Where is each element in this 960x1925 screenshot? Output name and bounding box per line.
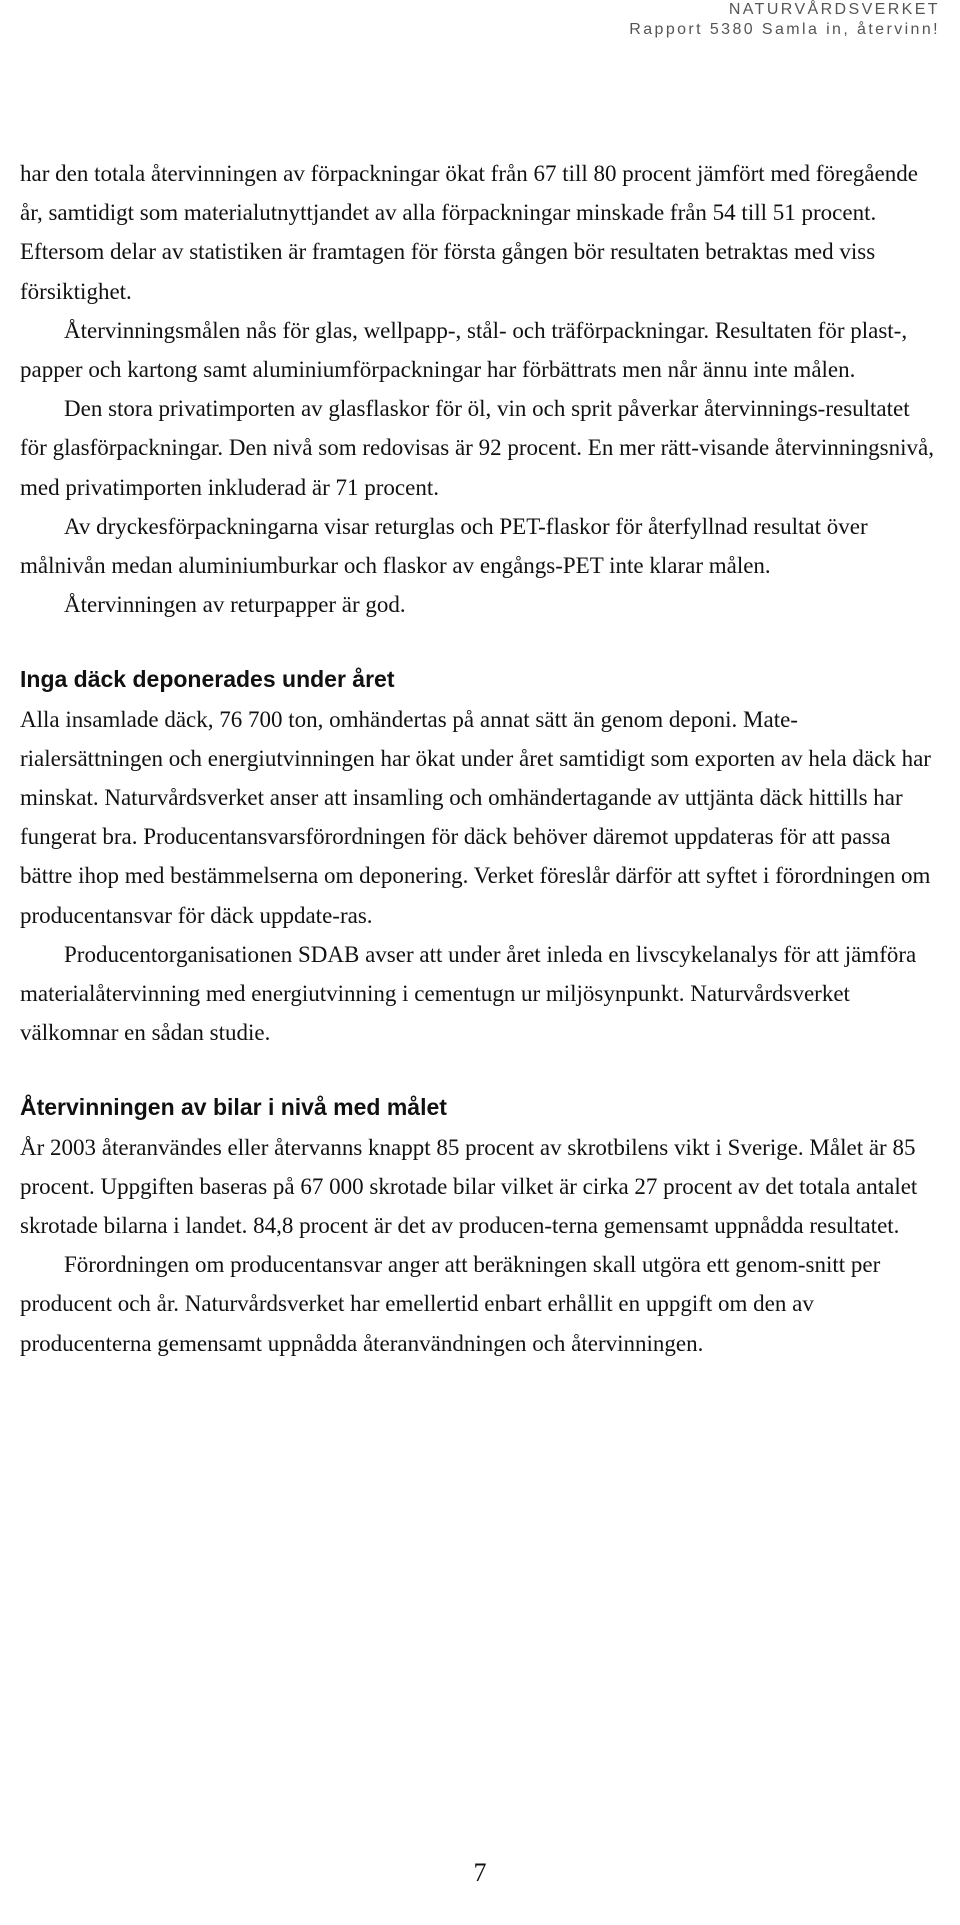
body-text — [20, 154, 938, 1363]
paragraph: Återvinningen av returpapper är god. — [64, 592, 406, 618]
paragraph: Den stora privatimporten av glasflaskor för öl, vin och sprit påverkar återvinnings-resultatet för glasförpackningar. Den nivå som redovisas är 92 procent. En mer rätt-visande återvinningsnivå, med privatimporten inkluderad är 71 procent. — [20, 396, 934, 500]
section-heading-tyres: Inga däck deponerades under året — [20, 666, 395, 693]
header-report-title: Rapport 5380 Samla in, återvinn! — [629, 21, 940, 38]
paragraph: År 2003 återanvändes eller återvanns knappt 85 procent av skrotbilens vikt i Sverige. Målet är 85 procent. Uppgiften baseras på 67 000 skrotade bilar vilket är cirka 27 procent av det totala antalet skrotade bilarna i landet. 84,8 procent är det av producen-terna gemensamt uppnådda resultatet. — [20, 1134, 918, 1239]
page-number: 7 — [473, 1858, 487, 1887]
section-heading-cars: Återvinningen av bilar i nivå med målet — [20, 1094, 447, 1121]
paragraph: har den totala återvinningen av förpackningar ökat från 67 till 80 procent jämfört med föregående år, samtidigt som materialutnyttjandet av alla förpackningar minskade från 54 till 51 procent. Eftersom delar av statistiken är framtagen för första gången bör resultaten betraktas med viss försiktighet. — [20, 161, 918, 304]
paragraph: Återvinningsmålen nås för glas, wellpapp-, stål- och träförpackningar. Resultaten för plast-, papper och kartong samt aluminiumförpackningar har förbättrats men når ännu inte målen. — [20, 317, 908, 383]
running-header — [629, 0, 940, 40]
header-publisher: NATURVÅRDSVERKET — [728, 1, 940, 18]
paragraph: Producentorganisationen SDAB avser att under året inleda en livscykelanalys för att jämföra materialåtervinning med energiutvinning i cementugn ur miljösynpunkt. Naturvårdsverket välkomnar en sådan studie. — [20, 941, 917, 1046]
paragraph: Förordningen om producentansvar anger att beräkningen skall utgöra ett genom-snitt per producent och år. Naturvårdsverket har emellertid enbart erhållit en uppgift om den av producenterna gemensamt uppnådda återanvändningen och återvinningen. — [20, 1252, 881, 1356]
paragraph: Av dryckesförpackningarna visar returglas och PET-flaskor för återfyllnad resultat över målnivån medan aluminiumburkar och flaskor av engångs-PET inte klarar målen. — [20, 513, 868, 579]
paragraph: Alla insamlade däck, 76 700 ton, omhändertas på annat sätt än genom deponi. Mate-rialersättningen och energiutvinningen har ökat under året samtidigt som exporten av hela däck har minskat. Naturvårdsverket anser att insamling och omhändertagande av uttjänta däck hittills har fungerat bra. Producentansvarsförordningen för däck behöver däremot uppdateras för att passa bättre ihop med bestämmelserna om deponering. Verket föreslår därför att syftet i förordningen om producentansvar för däck uppdate-ras. — [20, 706, 931, 928]
